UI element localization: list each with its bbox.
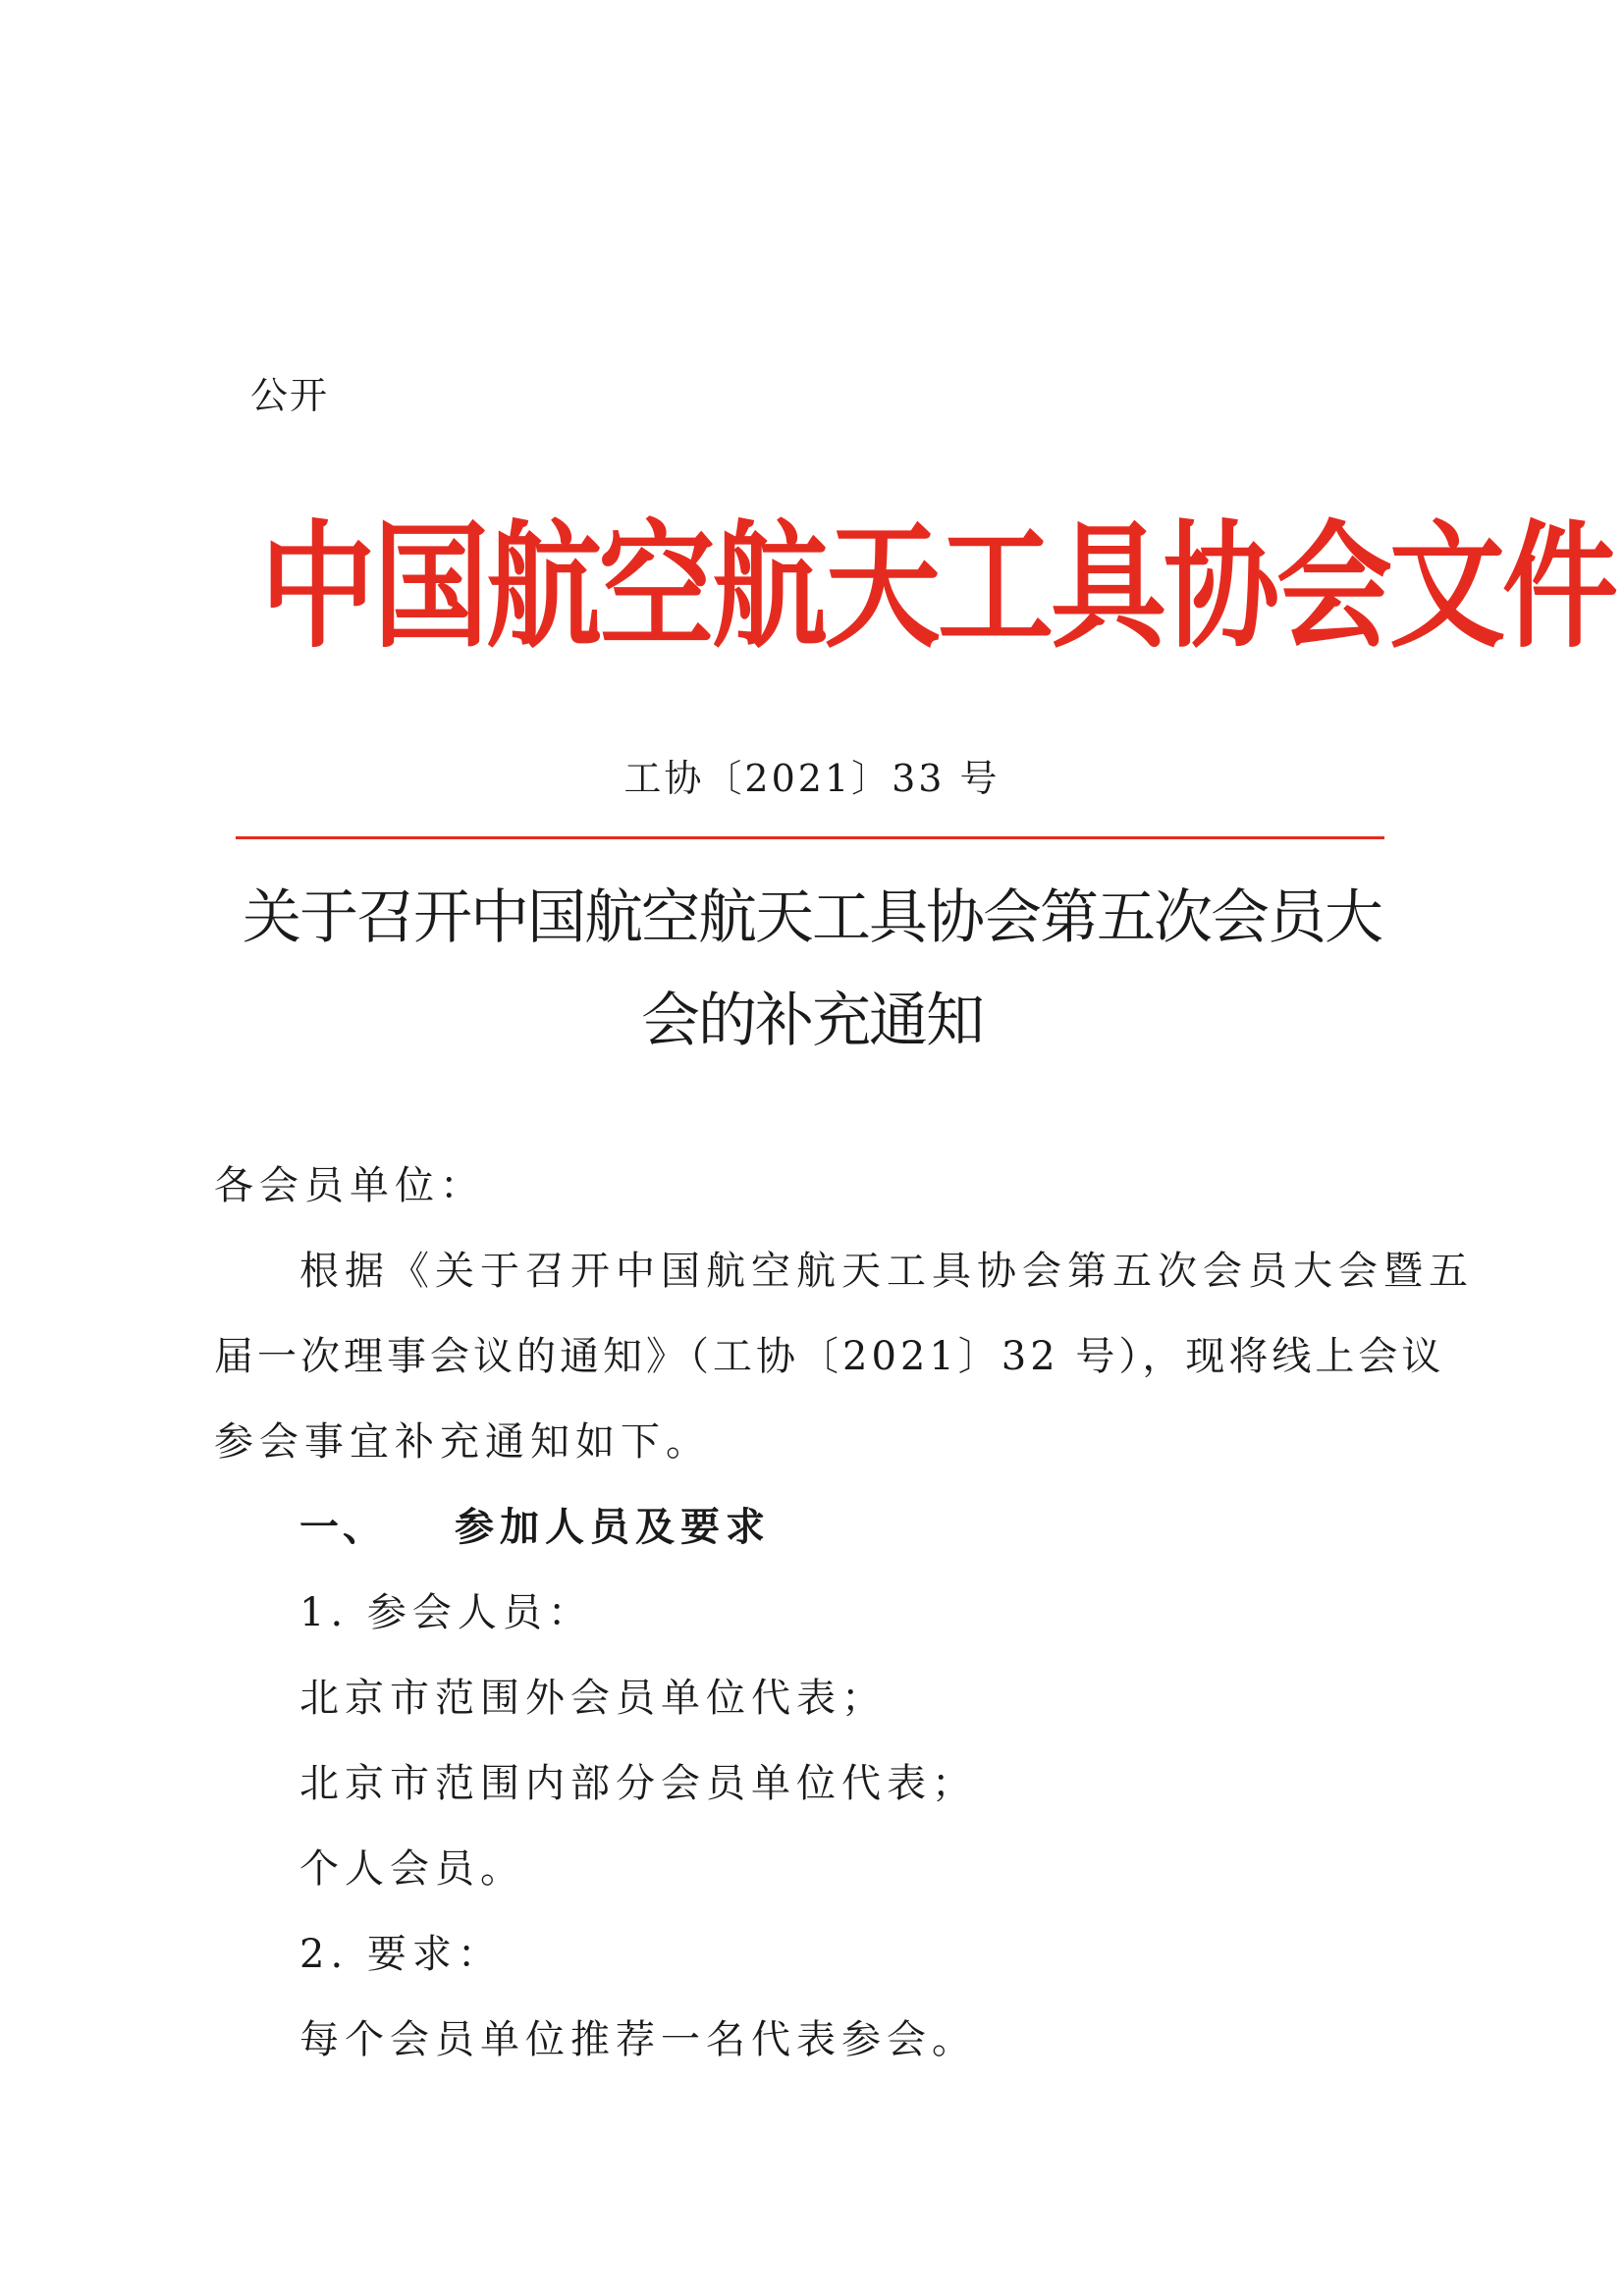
- intro-line-3: 参会事宜补充通知如下。: [214, 1419, 711, 1465]
- document-title-line-2: 会的补充通知: [641, 987, 983, 1055]
- participants-label: 1. 参会人员：: [299, 1590, 593, 1635]
- section-1-heading: [299, 1504, 771, 1550]
- participant-item: 北京市范围内部分会员单位代表；: [299, 1761, 977, 1806]
- participant-item: 个人会员。: [299, 1846, 525, 1892]
- red-divider-line: [236, 836, 1384, 839]
- participant-item: 北京市范围外会员单位代表；: [299, 1676, 887, 1721]
- salutation: 各会员单位：: [214, 1163, 485, 1208]
- intro-line-1: 根据《关于召开中国航空航天工具协会第五次会员大会暨五: [299, 1249, 1474, 1294]
- document-number: 工协〔2021〕33 号: [623, 757, 1001, 800]
- document-title-line-1: 关于召开中国航空航天工具协会第五次会员大: [243, 883, 1381, 952]
- section-1-number: 一、: [299, 1504, 386, 1550]
- intro-line-2: 届一次理事会议的通知》（工协〔2021〕32 号），现将线上会议: [214, 1334, 1445, 1379]
- requirement-item: 每个会员单位推荐一名代表参会。: [299, 2017, 977, 2062]
- document-masthead: 中国航空航天工具协会文件: [260, 506, 1616, 667]
- section-1-title: 参加人员及要求: [455, 1504, 771, 1550]
- classification-label: 公开: [250, 374, 330, 417]
- requirements-label: 2. 要求：: [299, 1932, 503, 1977]
